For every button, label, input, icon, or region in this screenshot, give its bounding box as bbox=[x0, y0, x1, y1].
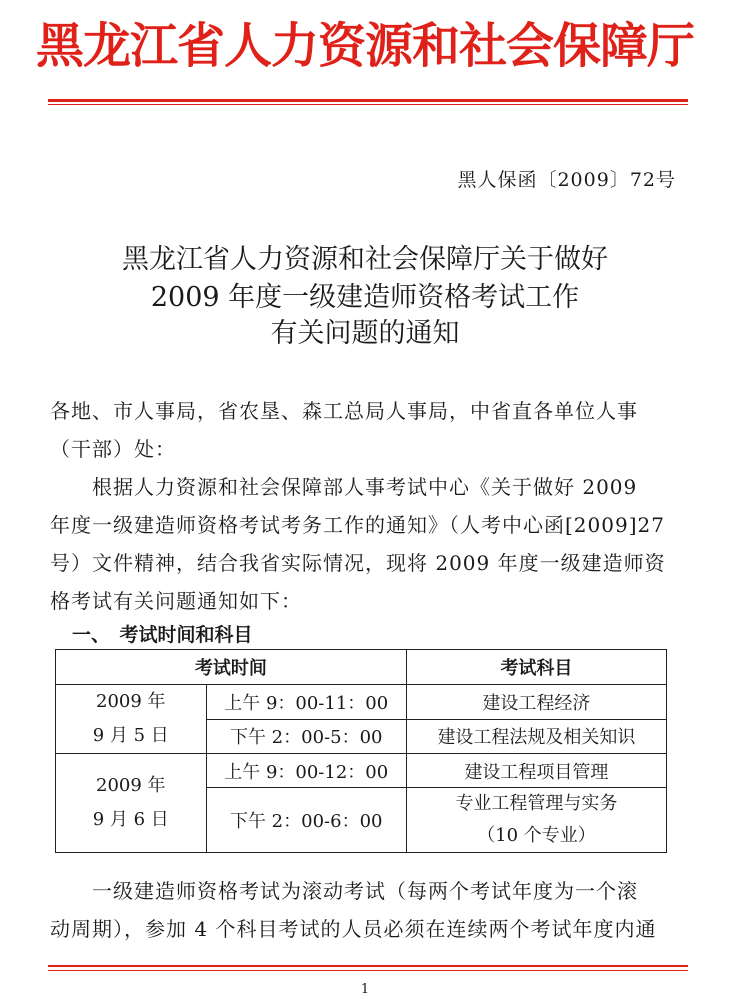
date-day: 9 月 6 日 bbox=[92, 809, 169, 830]
header-cell-time: 考试时间 bbox=[56, 650, 407, 685]
time-cell: 上午 9：00-12：00 bbox=[206, 754, 406, 788]
subject-cell bbox=[406, 788, 666, 853]
rolling-line: 一级建造师资格考试为滚动考试（每两个考试年度为一个滚 bbox=[50, 879, 638, 903]
intro-paragraph bbox=[50, 468, 686, 620]
addressee-line: 各地、市人事局，省农垦、森工总局人事局，中省直各单位人事 bbox=[50, 399, 638, 423]
intro-line: 号）文件精神，结合我省实际情况，现将 2009 年度一级建造师资 bbox=[50, 551, 666, 575]
date-cell-day1 bbox=[56, 685, 207, 754]
letterhead-rule-thick bbox=[48, 99, 688, 102]
document-title-line-2: 2009 年度一级建造师资格考试工作 bbox=[150, 282, 580, 313]
document-title-line-1: 黑龙江省人力资源和社会保障厅关于做好 bbox=[122, 244, 608, 275]
page-number: 1 bbox=[360, 982, 370, 997]
footer-rule-thin bbox=[48, 970, 688, 971]
date-cell-day2 bbox=[56, 754, 207, 853]
date-year: 2009 年 bbox=[96, 775, 166, 796]
document-number: 黑人保函〔2009〕72号 bbox=[457, 169, 676, 191]
document-title-line-3: 有关问题的通知 bbox=[270, 318, 460, 349]
subject-line: （10 个专业） bbox=[477, 825, 596, 846]
time-cell: 上午 9：00-11：00 bbox=[206, 685, 406, 720]
time-cell: 下午 2：00-5：00 bbox=[206, 719, 406, 754]
addressee-paragraph bbox=[50, 392, 686, 468]
intro-line: 根据人力资源和社会保障部人事考试中心《关于做好 2009 bbox=[50, 475, 638, 499]
exam-schedule-table bbox=[55, 649, 667, 853]
intro-line: 年度一级建造师资格考试考务工作的通知》（人考中心函[2009]27 bbox=[50, 513, 665, 537]
addressee-line: （干部）处： bbox=[50, 437, 176, 461]
section-heading-1: 一、 考试时间和科目 bbox=[72, 624, 253, 646]
intro-line: 格考试有关问题通知如下： bbox=[50, 589, 302, 613]
date-year: 2009 年 bbox=[96, 691, 166, 712]
header-cell-subject: 考试科目 bbox=[406, 650, 666, 685]
rolling-line: 动周期），参加 4 个科目考试的人员必须在连续两个考试年度内通 bbox=[50, 917, 657, 941]
time-cell: 下午 2：00-6：00 bbox=[206, 788, 406, 853]
letterhead-title: 黑龙江省人力资源和社会保障厅 bbox=[35, 18, 694, 74]
subject-cell: 建设工程项目管理 bbox=[406, 754, 666, 788]
table-header-row bbox=[56, 650, 667, 685]
subject-cell: 建设工程法规及相关知识 bbox=[406, 719, 666, 754]
rolling-exam-paragraph bbox=[50, 872, 686, 948]
table-row bbox=[56, 754, 667, 788]
subject-line: 专业工程管理与实务 bbox=[455, 793, 618, 814]
letterhead-rule-thin bbox=[48, 104, 688, 105]
subject-cell: 建设工程经济 bbox=[406, 685, 666, 720]
table-row bbox=[56, 685, 667, 720]
date-day: 9 月 5 日 bbox=[92, 725, 169, 746]
footer-rule-thick bbox=[48, 965, 688, 967]
